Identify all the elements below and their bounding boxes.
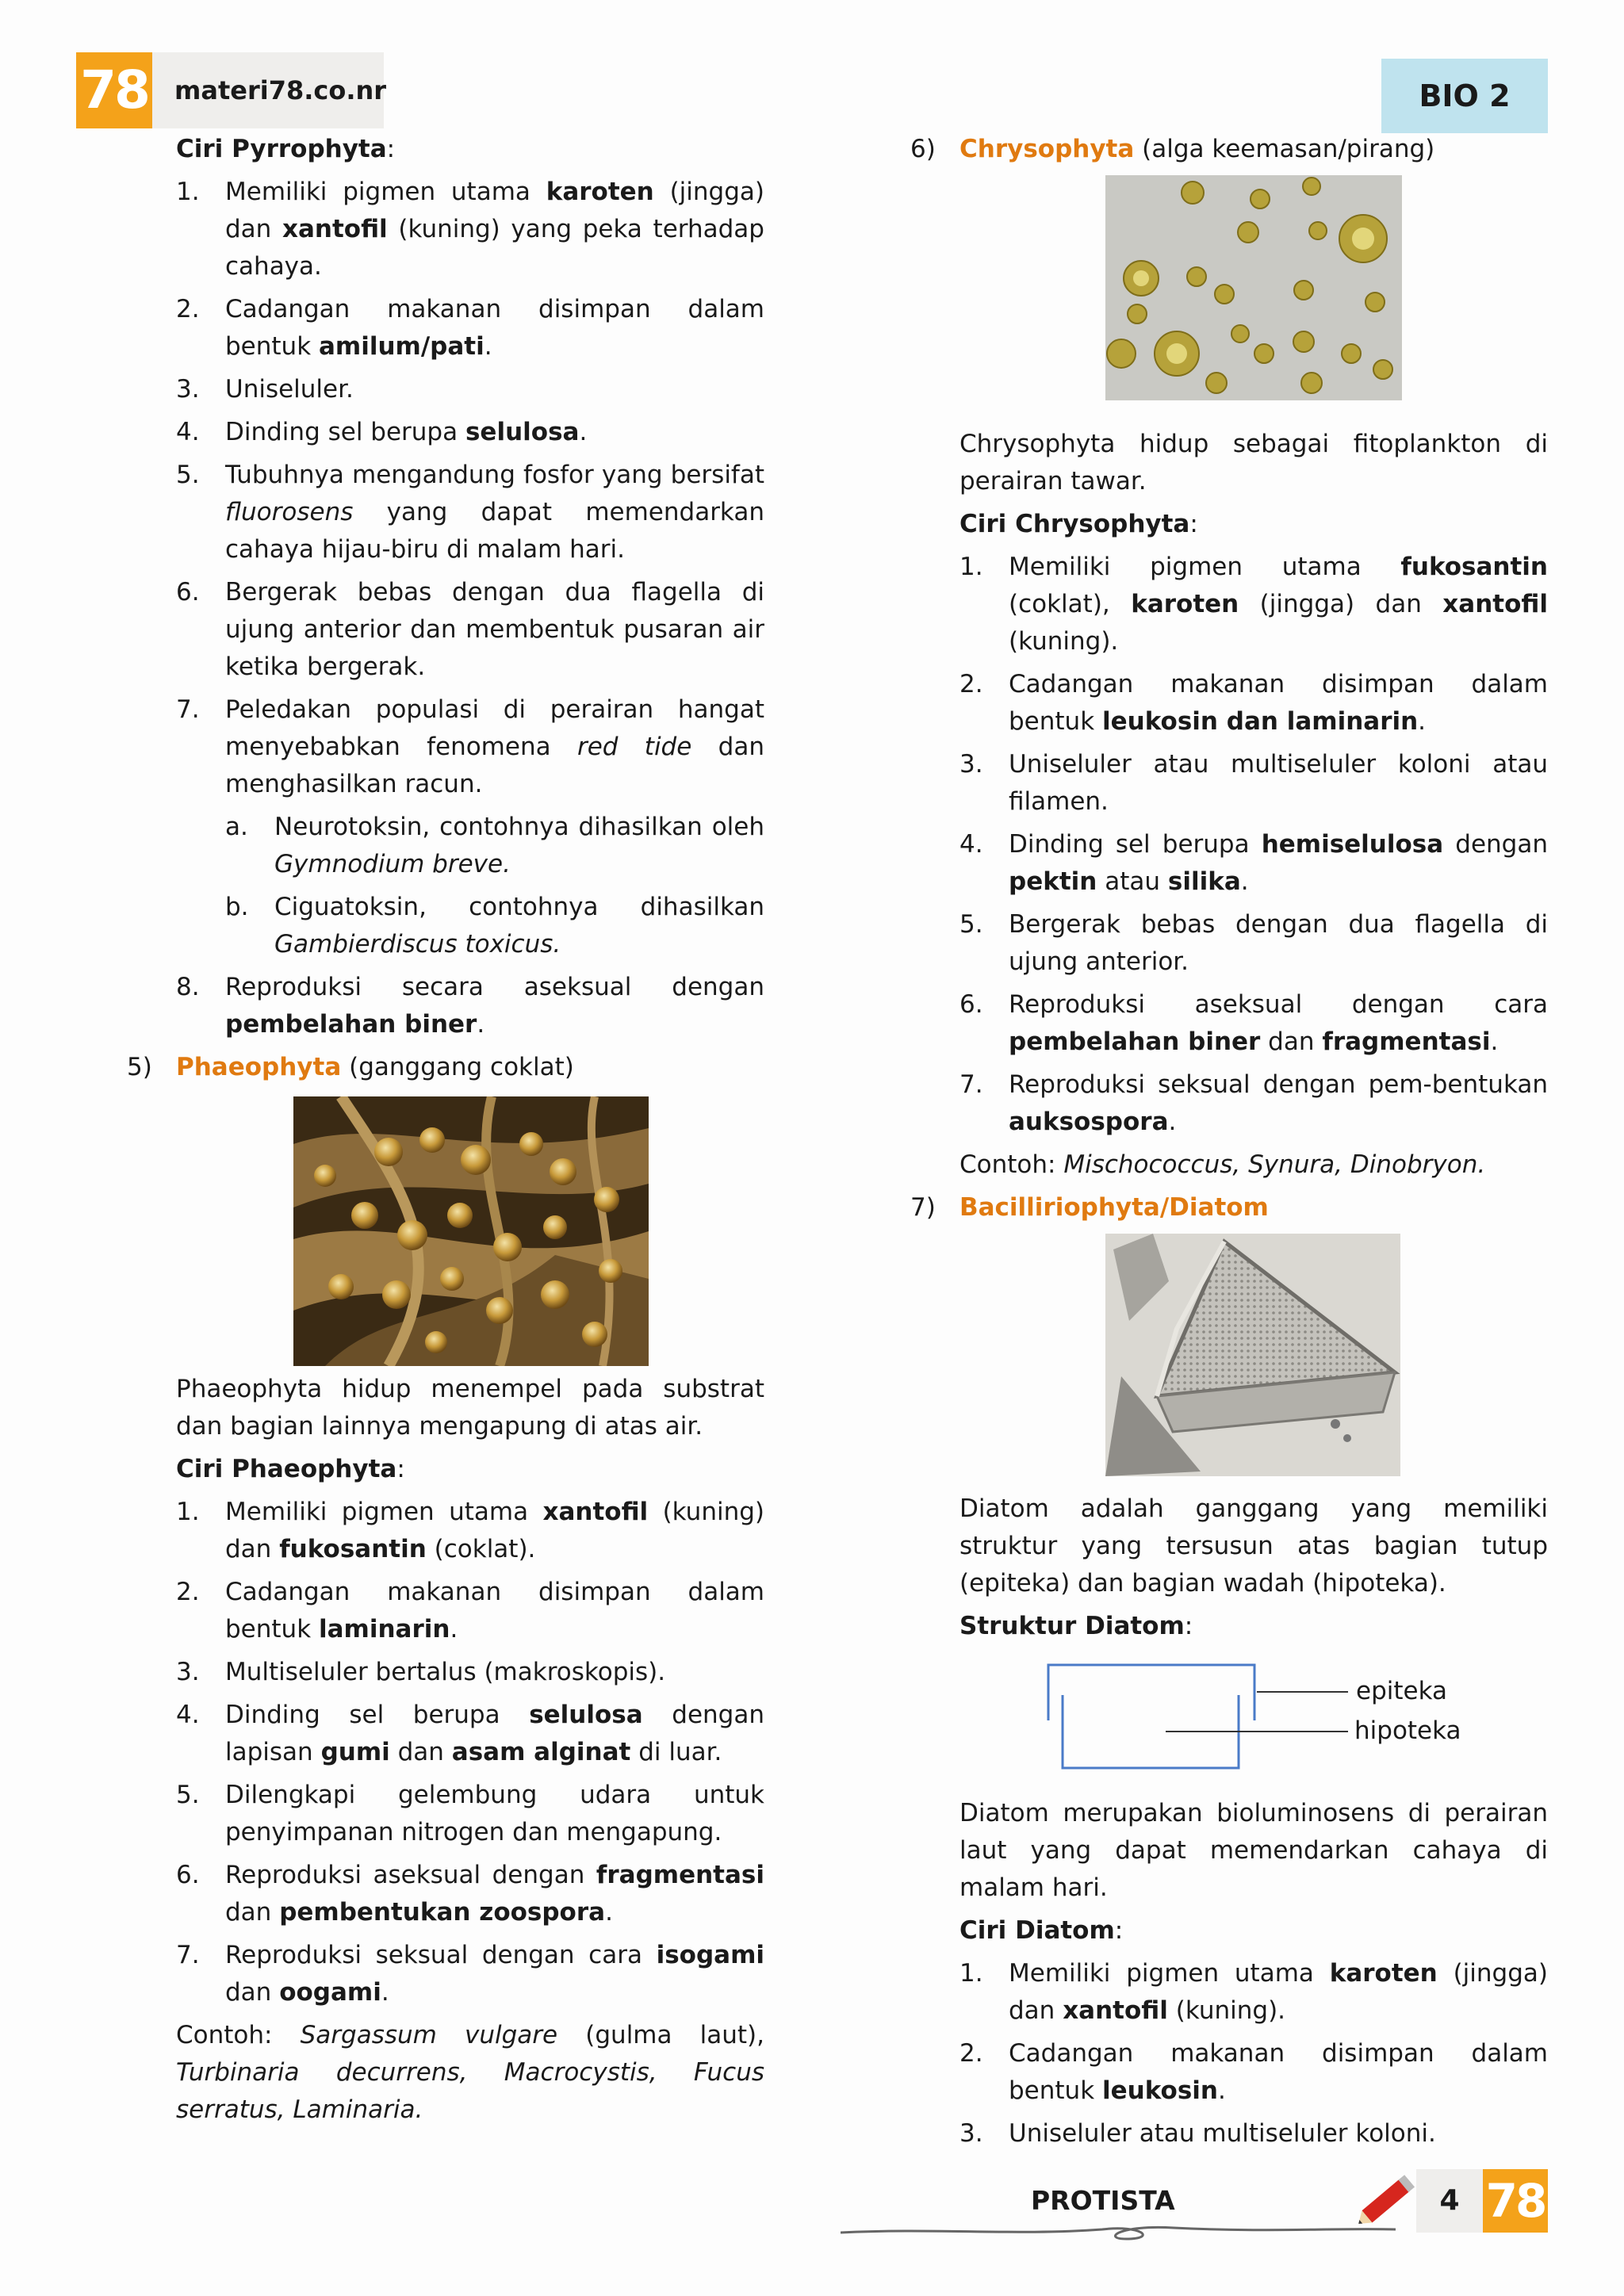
list-item: 2. Cadangan makanan disimpan dalam bentuk leukosin. [959,2039,1548,2105]
list-item: 1. Memiliki pigmen utama karoten (jingga) dan xantofil (kuning) yang peka terhadap cahaya. [176,178,764,281]
right-column [910,131,1548,2158]
diatom-structure-heading: Struktur Diatom: [959,1612,1193,1640]
page-number: 4 [1416,2169,1483,2233]
list-item: 8. Reproduksi secara aseksual dengan pembelahan biner. [176,973,764,1039]
list-item: 3. Uniseluler. [176,375,354,404]
left-column [127,131,765,2134]
list-item: 3. Uniseluler atau multiseluler koloni atau filamen. [959,750,1548,816]
list-item: 5. Dilengkapi gelembung udara untuk penyimpanan nitrogen dan mengapung. [176,1781,764,1846]
sub-item: b. Ciguatoksin, contohnya dihasilkan Gambierdiscus toxicus. [225,893,764,959]
list-item: 6. Reproduksi aseksual dengan fragmentasi dan pembentukan zoospora. [176,1861,764,1927]
list-item: 1. Memiliki pigmen utama fukosantin (coklat), karoten (jingga) dan xantofil (kuning). [959,553,1548,656]
diagram-lines [1031,1663,1364,1782]
list-item: 6. Bergerak bebas dengan dua flagella di ujung anterior dan membentuk pusaran air ketika bergerak. [176,578,764,681]
chrysophyta-examples: Contoh: Mischococcus, Synura, Dinobryon. [959,1150,1486,1179]
chrysophyta-photo [1105,175,1402,400]
list-item: 7. Reproduksi seksual dengan pem-bentukan auksospora. [959,1070,1548,1136]
diatom-description: Diatom adalah ganggang yang memiliki struktur yang tersusun atas bagian tutup (epiteka) dan bagian wadah (hipoteka). [959,1494,1548,1598]
list-item: 7. Reproduksi seksual dengan cara isogami dan oogami. [176,1941,764,2007]
chryso-heading: Ciri Chrysophyta: [959,510,1198,538]
section-phaeophyta: 5) Phaeophyta (ganggang coklat) [127,1053,574,1081]
list-item: 5. Bergerak bebas dengan dua flagella di ujung anterior. [959,910,1548,976]
phaeophyta-photo-slot [176,1092,764,1371]
site-name: materi78.co.nr [152,52,384,128]
list-item: 1. Memiliki pigmen utama xantofil (kuning) dan fukosantin (coklat). [176,1498,764,1563]
section-diatom: 7) Bacilliriophyta/Diatom [910,1193,1269,1222]
hipoteka-label: hipoteka [1354,1716,1461,1745]
list-item: 6. Reproduksi aseksual dengan cara pembelahan biner dan fragmentasi. [959,990,1548,1056]
epiteka-label: epiteka [1356,1677,1447,1705]
list-item: 4. Dinding sel berupa selulosa. [176,418,588,446]
site-logo: 78 [76,52,152,128]
list-item: 3. Multiseluler bertalus (makroskopis). [176,1658,666,1686]
list-item: 7. Peledakan populasi di perairan hangat menyebabkan fenomena red tide dan menghasilkan racun. [176,695,764,798]
list-item: 2. Cadangan makanan disimpan dalam bentuk laminarin. [176,1578,764,1644]
list-item: 2. Cadangan makanan disimpan dalam bentuk amilum/pati. [176,295,764,361]
diatom-photo [1105,1234,1400,1476]
list-item: 5. Tubuhnya mengandung fosfor yang bersifat fluorosens yang dapat memendarkan cahaya hijau-biru di malam hari. [176,461,764,564]
subject-badge: BIO 2 [1381,59,1548,133]
list-item: 4. Dinding sel berupa hemiselulosa dengan pektin atau silika. [959,830,1548,896]
phaeophyta-examples: Contoh: Sargassum vulgare (gulma laut), Turbinaria decurrens, Macrocystis, Fucus serratus, Laminaria. [176,2021,765,2124]
chrysophyta-photo-slot [959,174,1548,426]
list-item: 3. Uniseluler atau multiseluler koloni. [959,2119,1436,2148]
phaeo-heading: Ciri Phaeophyta: [176,1455,405,1483]
section-chrysophyta: 6) Chrysophyta (alga keemasan/pirang) [910,135,1435,163]
list-item: 2. Cadangan makanan disimpan dalam bentuk leukosin dan laminarin. [959,670,1548,736]
list-item: 4. Dinding sel berupa selulosa dengan lapisan gumi dan asam alginat di luar. [176,1701,764,1766]
footer-logo: 78 [1483,2169,1548,2233]
diatom-heading: Ciri Diatom: [959,1916,1124,1945]
footer-chapter-title: PROTISTA [1031,2185,1175,2216]
phaeophyta-description: Phaeophyta hidup menempel pada substrat dan bagian lainnya mengapung di atas air. [176,1375,764,1441]
diatom-structure-diagram [959,1651,1548,1795]
diatom-description-2: Diatom merupakan bioluminosens di perairan laut yang dapat memendarkan cahaya di malam hari. [959,1799,1548,1902]
sub-item: a. Neurotoksin, contohnya dihasilkan oleh Gymnodium breve. [225,813,764,878]
diatom-photo-slot [959,1232,1548,1490]
list-item: 1. Memiliki pigmen utama karoten (jingga) dan xantofil (kuning). [959,1959,1548,2025]
pyrro-heading: Ciri Pyrrophyta: [176,135,396,163]
phaeophyta-photo [293,1096,649,1366]
chrysophyta-description: Chrysophyta hidup sebagai fitoplankton di perairan tawar. [959,430,1548,496]
pencil-icon [1350,2163,1426,2236]
